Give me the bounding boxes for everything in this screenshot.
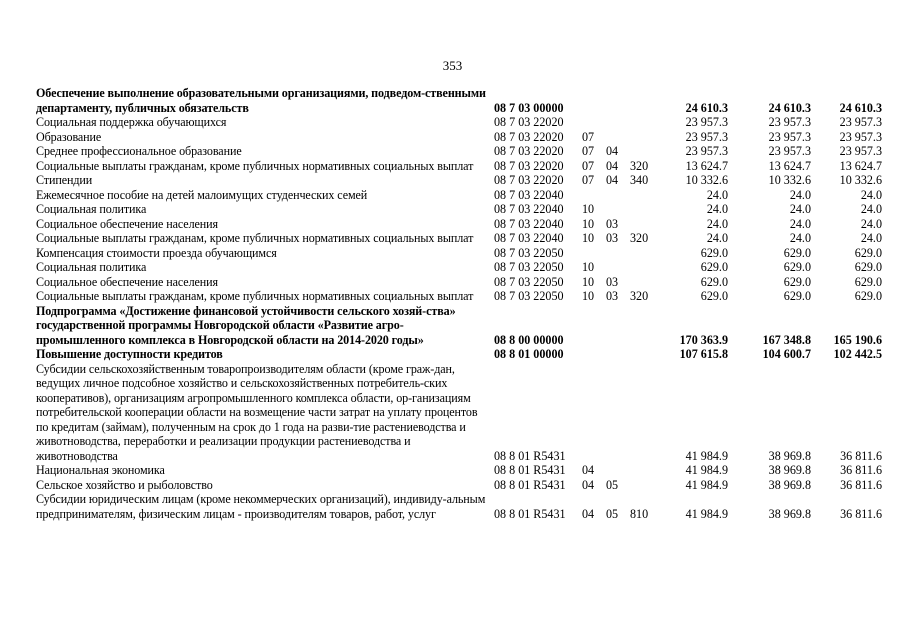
- target-article-code: 08 8 01 R5431: [494, 506, 566, 521]
- amount-year-2: 38 969.8: [768, 463, 811, 477]
- table-row: [36, 173, 886, 188]
- table-row: [36, 159, 886, 174]
- target-article-code: 08 8 01 R5431: [494, 477, 566, 492]
- amount-year-1: 23 957.3: [685, 144, 728, 158]
- row-name: Социальные выплаты гражданам, кроме публичных нормативных социальных выплат: [36, 231, 474, 245]
- amount-year-2: 24.0: [789, 202, 811, 216]
- section-code: 07: [582, 129, 595, 144]
- amount-year-1: 629.0: [700, 245, 728, 260]
- section-code: 07: [582, 158, 595, 173]
- page-number: 353: [442, 58, 463, 73]
- subsection-code: 04: [606, 144, 619, 158]
- row-name: Социальная поддержка обучающихся: [36, 115, 227, 129]
- row-name: Социальная политика: [36, 260, 147, 274]
- amount-year-3: 24.0: [860, 216, 882, 231]
- section-code: 04: [582, 463, 595, 477]
- target-article-code: 08 7 03 22050: [494, 274, 564, 289]
- subsection-code: 03: [606, 231, 619, 245]
- amount-year-1: 24.0: [706, 231, 728, 245]
- target-article-code: 08 7 03 22050: [494, 245, 564, 260]
- target-article-code: 08 7 03 22050: [494, 289, 564, 303]
- amount-year-2: 629.0: [783, 260, 811, 274]
- table-row: [36, 231, 886, 246]
- amount-year-1: 41 984.9: [685, 506, 728, 521]
- target-article-code: 08 7 03 22020: [494, 144, 564, 158]
- amount-year-3: 36 811.6: [840, 448, 882, 463]
- amount-year-1: 629.0: [700, 274, 728, 289]
- table-row: [36, 115, 886, 130]
- table-row: [36, 144, 886, 159]
- amount-year-2: 24.0: [789, 231, 811, 245]
- amount-year-1: 629.0: [700, 260, 728, 274]
- expense-type-code: 320: [630, 289, 649, 303]
- target-article-code: 08 7 03 22040: [494, 231, 564, 245]
- table-row: [36, 246, 886, 261]
- target-article-code: 08 8 01 R5431: [494, 463, 566, 477]
- row-name: Социальные выплаты гражданам, кроме публичных нормативных социальных выплат: [36, 158, 474, 173]
- amount-year-3: 629.0: [854, 245, 882, 260]
- target-article-code: 08 8 01 R5431: [494, 448, 566, 463]
- section-code: 04: [582, 477, 595, 492]
- amount-year-3: 24.0: [860, 231, 882, 245]
- table-row: [36, 188, 886, 203]
- target-article-code: 08 7 03 22020: [494, 115, 564, 129]
- subsection-code: 03: [606, 216, 619, 231]
- subsection-code: 04: [606, 173, 619, 187]
- section-code: 10: [582, 216, 595, 231]
- amount-year-2: 38 969.8: [768, 477, 811, 492]
- table-row: [36, 130, 886, 145]
- amount-year-2: 10 332.6: [768, 173, 811, 187]
- amount-year-3: 102 442.5: [833, 347, 882, 361]
- row-name: Сельское хозяйство и рыболовство: [36, 477, 213, 492]
- table-row: [36, 478, 886, 493]
- amount-year-2: 24.0: [789, 216, 811, 231]
- amount-year-3: 24 610.3: [839, 100, 882, 115]
- section-code: 10: [582, 231, 595, 245]
- amount-year-1: 107 615.8: [679, 347, 728, 361]
- target-article-code: 08 8 01 00000: [494, 347, 564, 361]
- amount-year-2: 24.0: [789, 187, 811, 202]
- expense-type-code: 340: [630, 173, 649, 187]
- amount-year-3: 13 624.7: [839, 158, 882, 173]
- target-article-code: 08 7 03 22040: [494, 216, 564, 231]
- target-article-code: 08 7 03 22040: [494, 187, 564, 202]
- amount-year-2: 104 600.7: [762, 347, 811, 361]
- amount-year-1: 41 984.9: [685, 448, 728, 463]
- row-name: Ежемесячное пособие на детей малоимущих студенческих семей: [36, 187, 368, 202]
- target-article-code: 08 8 00 00000: [494, 332, 564, 347]
- row-name: Образование: [36, 129, 102, 144]
- amount-year-3: 24.0: [860, 202, 882, 216]
- target-article-code: 08 7 03 22020: [494, 129, 564, 144]
- amount-year-3: 23 957.3: [839, 115, 882, 129]
- row-name: Обеспечение выполнение образовательными организациями, подведом-ственными департаменту, публичных обязательств: [36, 86, 486, 115]
- row-name: Субсидии сельскохозяйственным товаропроизводителям области (кроме граж-дан, ведущих личное подсобное хозяйство и сельскохозяйственных потребитель-ских кооперативов), организациям агропромышленного комплекса области, ор-ганизациям потребительской кооперации области на возмещение части затрат на уплату процентов по кредитам (займам), полученным на срок до 1 года на разви-тие растениеводства и животноводства, переработки и реализации продукции растениеводства и животноводства: [36, 361, 478, 463]
- table-row: [36, 463, 886, 478]
- amount-year-1: 170 363.9: [679, 332, 728, 347]
- amount-year-1: 24.0: [706, 202, 728, 216]
- target-article-code: 08 7 03 00000: [494, 100, 564, 115]
- amount-year-3: 24.0: [860, 187, 882, 202]
- amount-year-3: 23 957.3: [839, 144, 882, 158]
- amount-year-1: 10 332.6: [685, 173, 728, 187]
- row-name: Стипендии: [36, 173, 93, 187]
- row-name: Среднее профессиональное образование: [36, 144, 242, 158]
- target-article-code: 08 7 03 22020: [494, 173, 564, 187]
- row-name: Субсидии юридическим лицам (кроме некоммерческих организаций), индивиду-альным предпринимателям, физическим лицам - производителям товаров, работ, услуг: [36, 492, 486, 521]
- amount-year-2: 629.0: [783, 245, 811, 260]
- amount-year-3: 36 811.6: [840, 506, 882, 521]
- expense-type-code: 320: [630, 158, 649, 173]
- amount-year-2: 24 610.3: [768, 100, 811, 115]
- table-row: [36, 347, 886, 362]
- section-code: 10: [582, 289, 595, 303]
- amount-year-1: 23 957.3: [685, 115, 728, 129]
- amount-year-3: 629.0: [854, 260, 882, 274]
- amount-year-1: 24 610.3: [685, 100, 728, 115]
- amount-year-3: 10 332.6: [839, 173, 882, 187]
- table-row: [36, 304, 886, 348]
- subsection-code: 04: [606, 158, 619, 173]
- amount-year-2: 629.0: [783, 274, 811, 289]
- table-row: [36, 202, 886, 217]
- table-row: [36, 260, 886, 275]
- amount-year-1: 23 957.3: [685, 129, 728, 144]
- amount-year-1: 41 984.9: [685, 477, 728, 492]
- amount-year-2: 38 969.8: [768, 506, 811, 521]
- table-row: [36, 275, 886, 290]
- target-article-code: 08 7 03 22040: [494, 202, 564, 216]
- amount-year-1: 24.0: [706, 216, 728, 231]
- amount-year-3: 629.0: [854, 289, 882, 303]
- subsection-code: 05: [606, 506, 619, 521]
- amount-year-2: 23 957.3: [768, 129, 811, 144]
- table-row: [36, 289, 886, 304]
- amount-year-3: 36 811.6: [840, 463, 882, 477]
- subsection-code: 05: [606, 477, 619, 492]
- expense-type-code: 810: [630, 506, 649, 521]
- budget-table: [36, 86, 886, 521]
- amount-year-1: 629.0: [700, 289, 728, 303]
- section-code: 04: [582, 506, 595, 521]
- table-row: [36, 217, 886, 232]
- section-code: 10: [582, 274, 595, 289]
- target-article-code: 08 7 03 22050: [494, 260, 564, 274]
- section-code: 10: [582, 202, 595, 216]
- expense-type-code: 320: [630, 231, 649, 245]
- amount-year-3: 165 190.6: [833, 332, 882, 347]
- row-name: Социальное обеспечение населения: [36, 274, 218, 289]
- amount-year-1: 13 624.7: [685, 158, 728, 173]
- subsection-code: 03: [606, 289, 619, 303]
- table-row: [36, 362, 886, 464]
- amount-year-3: 36 811.6: [840, 477, 882, 492]
- section-code: 07: [582, 144, 595, 158]
- amount-year-1: 24.0: [706, 187, 728, 202]
- section-code: 07: [582, 173, 595, 187]
- row-name: Подпрограмма «Достижение финансовой устойчивости сельского хозяй-ства» государственной программы Новгородской области «Развитие агро-промышленного комплекса в Новгородской области на 2014-2020 годы»: [36, 303, 456, 347]
- amount-year-2: 23 957.3: [768, 115, 811, 129]
- amount-year-2: 167 348.8: [762, 332, 811, 347]
- amount-year-2: 629.0: [783, 289, 811, 303]
- target-article-code: 08 7 03 22020: [494, 158, 564, 173]
- amount-year-2: 23 957.3: [768, 144, 811, 158]
- row-name: Национальная экономика: [36, 463, 165, 477]
- amount-year-3: 23 957.3: [839, 129, 882, 144]
- amount-year-2: 13 624.7: [768, 158, 811, 173]
- row-name: Социальные выплаты гражданам, кроме публичных нормативных социальных выплат: [36, 289, 474, 303]
- row-name: Социальная политика: [36, 202, 147, 216]
- subsection-code: 03: [606, 274, 619, 289]
- amount-year-2: 38 969.8: [768, 448, 811, 463]
- section-code: 10: [582, 260, 595, 274]
- row-name: Социальное обеспечение населения: [36, 216, 218, 231]
- amount-year-3: 629.0: [854, 274, 882, 289]
- row-name: Компенсация стоимости проезда обучающимся: [36, 245, 277, 260]
- row-name: Повышение доступности кредитов: [36, 347, 223, 361]
- amount-year-1: 41 984.9: [685, 463, 728, 477]
- table-row: [36, 492, 886, 521]
- table-row: [36, 86, 886, 115]
